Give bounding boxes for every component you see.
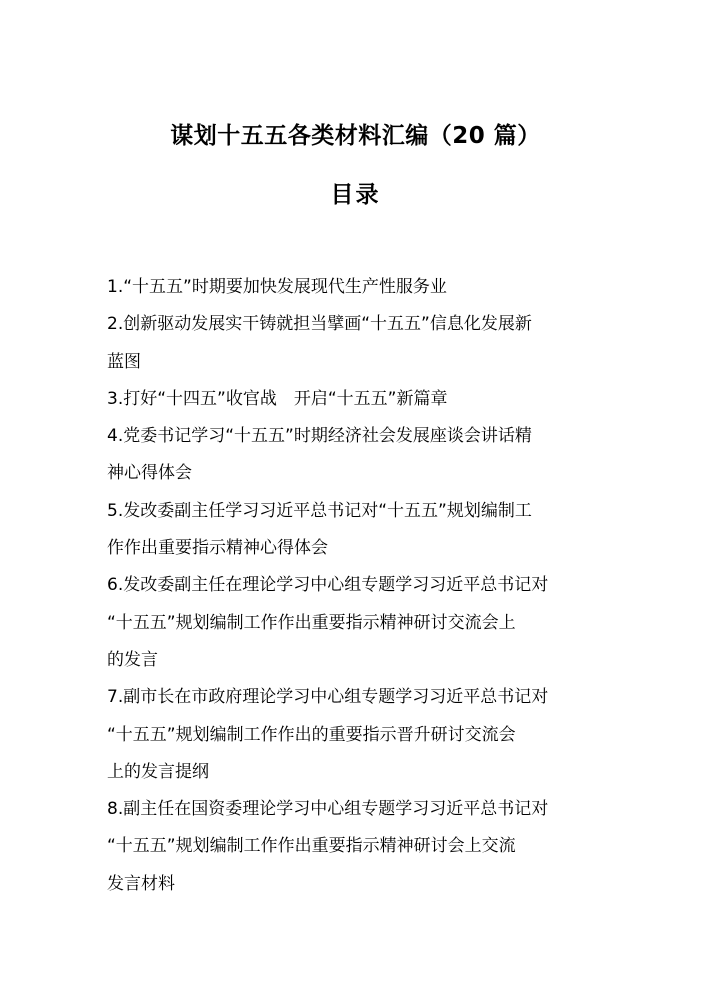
- toc-item-line: 6.发改委副主任在理论学习中心组专题学习习近平总书记对: [107, 575, 549, 596]
- toc-item-4: [107, 418, 612, 493]
- toc-item-line: 4.党委书记学习“十五五”时期经济社会发展座谈会讲话精: [107, 426, 532, 447]
- toc-item-line: 蓝图: [107, 351, 141, 372]
- toc-item-5: [107, 493, 612, 568]
- toc-item-6: [107, 567, 612, 679]
- toc-item-1: [107, 269, 612, 306]
- toc-item-line: “十五五”规划编制工作作出重要指示精神研讨交流会上: [107, 612, 516, 633]
- toc-item-line: 神心得体会: [107, 463, 192, 484]
- document-title: 谋划十五五各类材料汇编（20 篇）: [170, 123, 541, 149]
- toc-item-line: 上的发言提纲: [107, 761, 209, 782]
- toc-item-8: [107, 791, 612, 903]
- toc-item-line: 5.发改委副主任学习习近平总书记对“十五五”规划编制工: [107, 500, 532, 521]
- toc-item-line: “十五五”规划编制工作作出的重要指示晋升研讨交流会: [107, 724, 516, 745]
- toc-item-3: [107, 381, 612, 418]
- toc-item-line: 8.副主任在国资委理论学习中心组专题学习习近平总书记对: [107, 799, 549, 820]
- toc-item-line: 的发言: [107, 649, 158, 670]
- toc-heading: 目录: [330, 182, 381, 208]
- toc-item-line: 作作出重要指示精神心得体会: [107, 538, 328, 559]
- toc-item-7: [107, 679, 612, 791]
- toc-item-line: 2.创新驱动发展实干铸就担当擘画“十五五”信息化发展新: [107, 314, 532, 335]
- toc-item-line: 发言材料: [107, 873, 175, 894]
- toc-item-line: 3.打好“十四五”收官战 开启“十五五”新篇章: [107, 388, 448, 409]
- toc-item-line: “十五五”规划编制工作作出重要指示精神研讨会上交流: [107, 836, 516, 857]
- toc-list: [107, 269, 612, 903]
- toc-item-2: [107, 306, 612, 381]
- toc-item-line: 1.“十五五”时期要加快发展现代生产性服务业: [107, 277, 447, 297]
- toc-item-line: 7.副市长在市政府理论学习中心组专题学习习近平总书记对: [107, 687, 549, 708]
